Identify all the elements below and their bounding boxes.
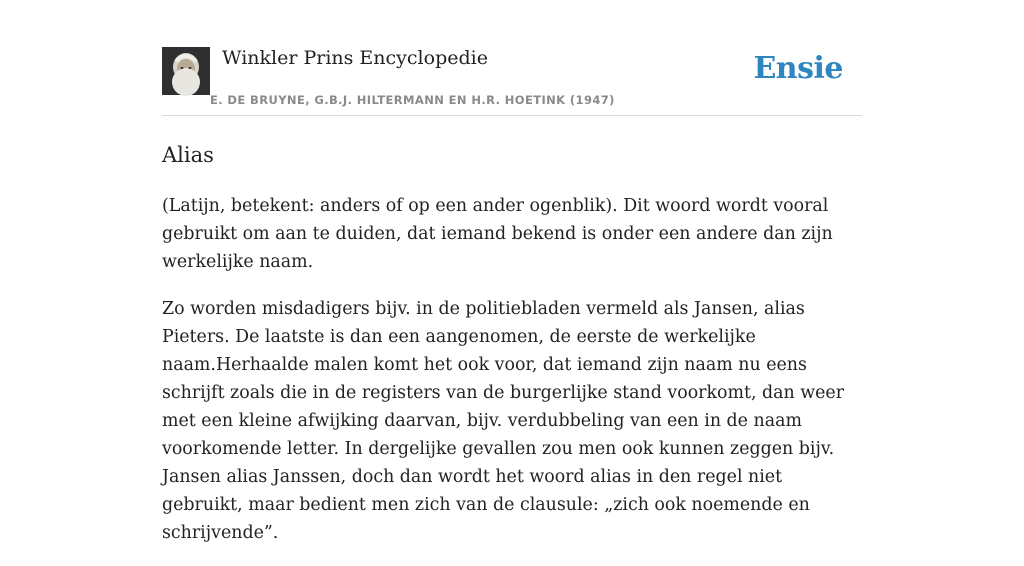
portrait-bearded-man-icon xyxy=(162,47,210,95)
source-title[interactable]: Winkler Prins Encyclopedie xyxy=(222,47,488,69)
article-title: Alias xyxy=(162,143,214,167)
article-paragraph: Zo worden misdadigers bijv. in de politiebladen vermeld als Jansen, alias Pieters. De laatste is dan een aangenomen, de eerste de werkelijke naam.Herhaalde malen komt het ook voor, dat iemand zijn naam nu eens schrijft zoals die in de registers van de burgerlijke stand voorkomt, dan weer met een kleine afwijking daarvan, bijv. verdubbeling van een in de naam voorkomende letter. In dergelijke gevallen zou men ook kunnen zeggen bijv. Jansen alias Janssen, doch dan wordt het woord alias in den regel niet gebruikt, maar bedient men zich van de clausule: „zich ook noemende en schrijvende”. xyxy=(162,299,845,543)
article-body xyxy=(162,192,862,566)
source-authors: E. DE BRUYNE, G.B.J. HILTERMANN EN H.R. HOETINK (1947) xyxy=(210,93,615,107)
article-paragraph: (Latijn, betekent: anders of op een ander ogenblik). Dit woord wordt vooral gebruikt om aan te duiden, dat iemand bekend is onder een andere dan zijn werkelijke naam. xyxy=(162,196,833,272)
article-page xyxy=(162,0,862,543)
source-header xyxy=(162,0,862,116)
ensie-logo[interactable]: Ensie xyxy=(753,51,843,86)
